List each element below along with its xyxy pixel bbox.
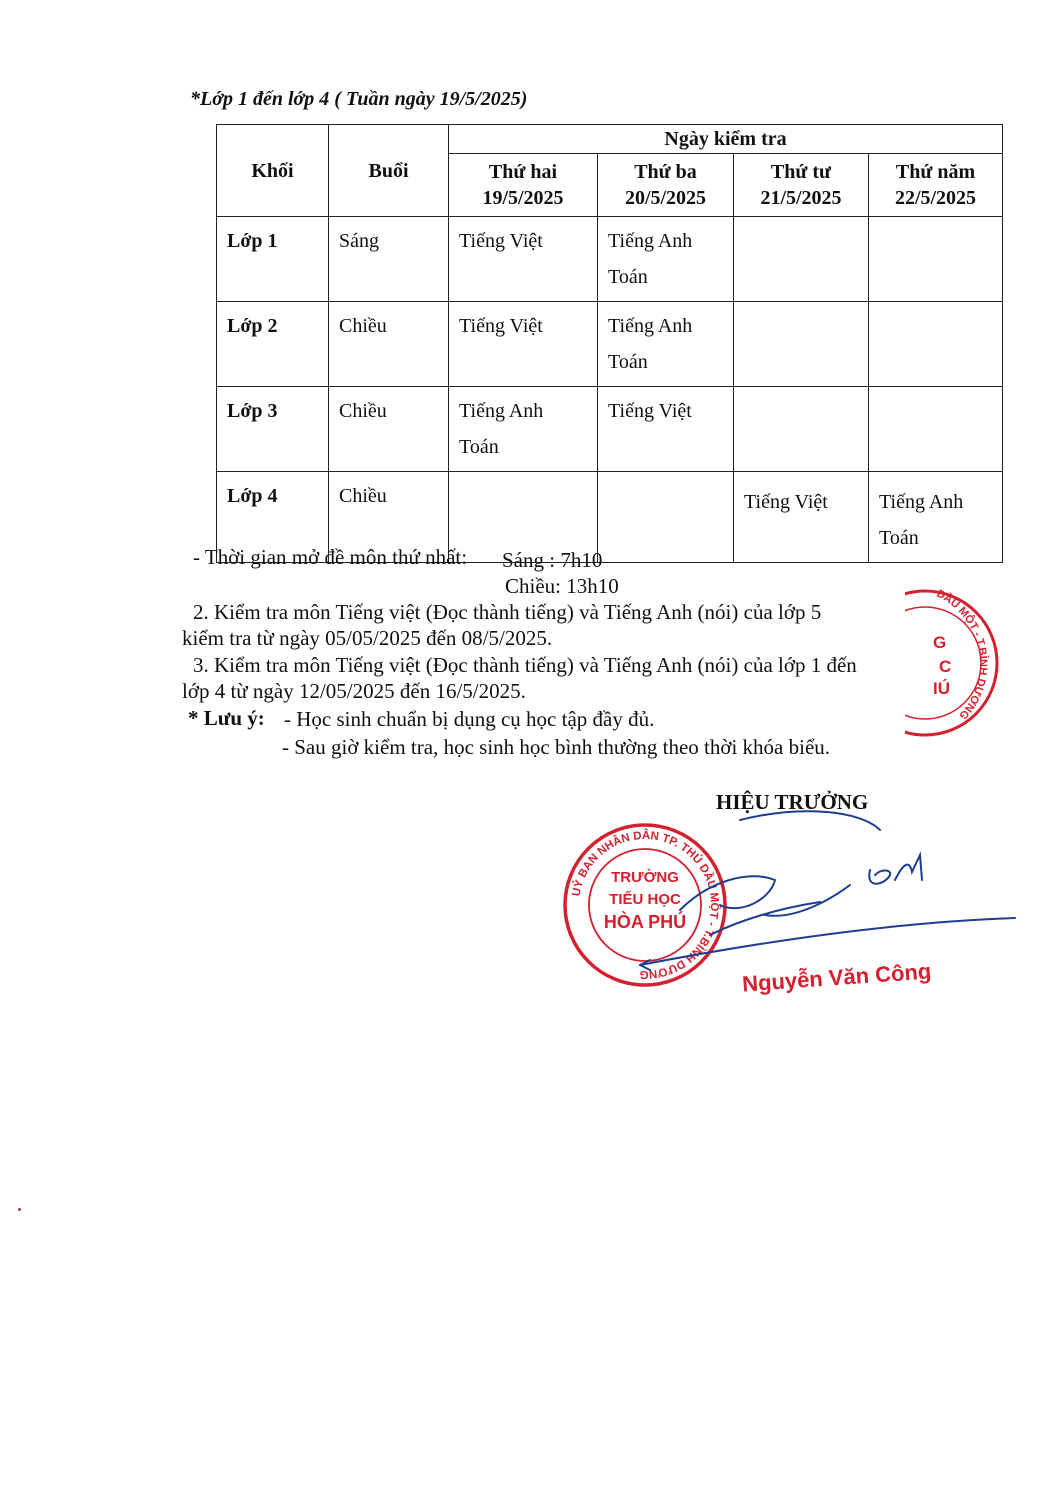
subject: Toán: [608, 351, 648, 373]
luu-y-item-1: - Học sinh chuẩn bị dụng cụ học tập đầy đủ.: [284, 707, 655, 731]
table-row: [217, 302, 1003, 387]
cell-day-3: [734, 217, 869, 302]
subject: Toán: [608, 266, 648, 288]
subject: Tiếng Anh: [459, 400, 544, 422]
partial-stamp-icon: [905, 580, 1005, 745]
svg-text:IÚ: IÚ: [933, 679, 950, 698]
luu-y-label: * Lưu ý:: [188, 706, 265, 730]
header-day-3: [734, 154, 869, 217]
cell-buoi: Chiều: [329, 302, 449, 387]
day-date: 21/5/2025: [760, 187, 842, 209]
cell-day-2: [598, 387, 734, 472]
header-khoi: Khối: [217, 125, 329, 217]
principal-title: HIỆU TRƯỞNG: [716, 790, 869, 814]
subject: Tiếng Việt: [459, 230, 543, 252]
cell-khoi: Lớp 2: [217, 302, 329, 387]
day-name: Thứ hai: [488, 161, 558, 183]
cell-day-2: [598, 217, 734, 302]
cell-day-3: [734, 472, 869, 563]
exam-schedule-table: [216, 124, 1003, 563]
subject: Tiếng Việt: [608, 400, 692, 422]
note-item-3-line-2: lớp 4 từ ngày 12/05/2025 đến 16/5/2025.: [182, 679, 526, 703]
note-item-2-line-2: kiểm tra từ ngày 05/05/2025 đến 08/5/2025.: [182, 626, 553, 650]
svg-text:C: C: [939, 657, 952, 676]
cell-buoi: Chiều: [329, 472, 449, 563]
header-day-1: [449, 154, 598, 217]
subject: Toán: [879, 527, 919, 549]
subject: Toán: [459, 436, 499, 458]
cell-day-4: [869, 387, 1003, 472]
day-date: 19/5/2025: [482, 187, 564, 209]
subject: Tiếng Việt: [459, 315, 543, 337]
day-name: Thứ năm: [895, 161, 976, 183]
signature-icon: [620, 800, 1020, 990]
schedule-heading: *Lớp 1 đến lớp 4 ( Tuần ngày 19/5/2025): [190, 88, 528, 110]
cell-day-4: [869, 302, 1003, 387]
note-item-3-line-1: 3. Kiểm tra môn Tiếng việt (Đọc thành tiếng) và Tiếng Anh (nói) của lớp 1 đến: [193, 653, 857, 677]
cell-day-2: [598, 472, 734, 563]
time-morning: Sáng : 7h10: [502, 548, 603, 572]
cell-day-1: [449, 302, 598, 387]
svg-text:TIỂU HỌC: TIỂU HỌC: [609, 891, 681, 908]
svg-text:UỶ BAN NHÂN DÂN TP. THỦ DẦU MỘ: UỶ BAN NHÂN DÂN TP. THỦ DẦU MỘT - T.BÌNH DƯƠNG: [570, 829, 721, 981]
time-afternoon: Chiều: 13h10: [505, 574, 619, 598]
cell-day-3: [734, 387, 869, 472]
cell-khoi: Lớp 3: [217, 387, 329, 472]
day-date: 22/5/2025: [894, 187, 977, 209]
subject: Tiếng Việt: [744, 491, 828, 513]
cell-day-4: [869, 217, 1003, 302]
day-date: 20/5/2025: [624, 187, 707, 209]
header-day-4: [869, 154, 1003, 217]
table-row: [217, 217, 1003, 302]
svg-text:TRƯỜNG: TRƯỜNG: [611, 869, 679, 886]
subject: Tiếng Anh: [608, 230, 693, 252]
header-buoi: Buổi: [329, 125, 449, 217]
header-day-2: [598, 154, 734, 217]
subject: Tiếng Anh: [608, 315, 693, 337]
cell-buoi: Sáng: [329, 217, 449, 302]
cell-day-1: [449, 217, 598, 302]
cell-khoi: Lớp 1: [217, 217, 329, 302]
svg-text:DẦU MỘT - T.BÌNH DƯƠNG: DẦU MỘT - T.BÌNH DƯƠNG: [934, 587, 989, 722]
luu-y-item-2: - Sau giờ kiểm tra, học sinh học bình thường theo thời khóa biểu.: [282, 735, 831, 759]
principal-name: Nguyễn Văn Công: [741, 958, 933, 997]
cell-day-3: [734, 302, 869, 387]
cell-day-1: [449, 387, 598, 472]
cell-khoi: Lớp 4: [217, 472, 329, 563]
cell-buoi: Chiều: [329, 387, 449, 472]
cell-day-2: [598, 302, 734, 387]
scan-speck: [18, 1208, 21, 1211]
cell-day-4: [869, 472, 1003, 563]
table-row: [217, 387, 1003, 472]
svg-text:G: G: [933, 633, 947, 652]
svg-text:HÒA PHÚ: HÒA PHÚ: [603, 912, 687, 932]
subject: Tiếng Anh: [879, 491, 964, 513]
day-name: Thứ tư: [770, 161, 832, 183]
time-label: - Thời gian mở đề môn thứ nhất:: [193, 545, 468, 569]
day-name: Thứ ba: [634, 161, 697, 183]
header-ngay-kiem-tra: Ngày kiểm tra: [449, 125, 1003, 154]
note-item-2-line-1: 2. Kiểm tra môn Tiếng việt (Đọc thành tiếng) và Tiếng Anh (nói) của lớp 5: [193, 600, 822, 624]
